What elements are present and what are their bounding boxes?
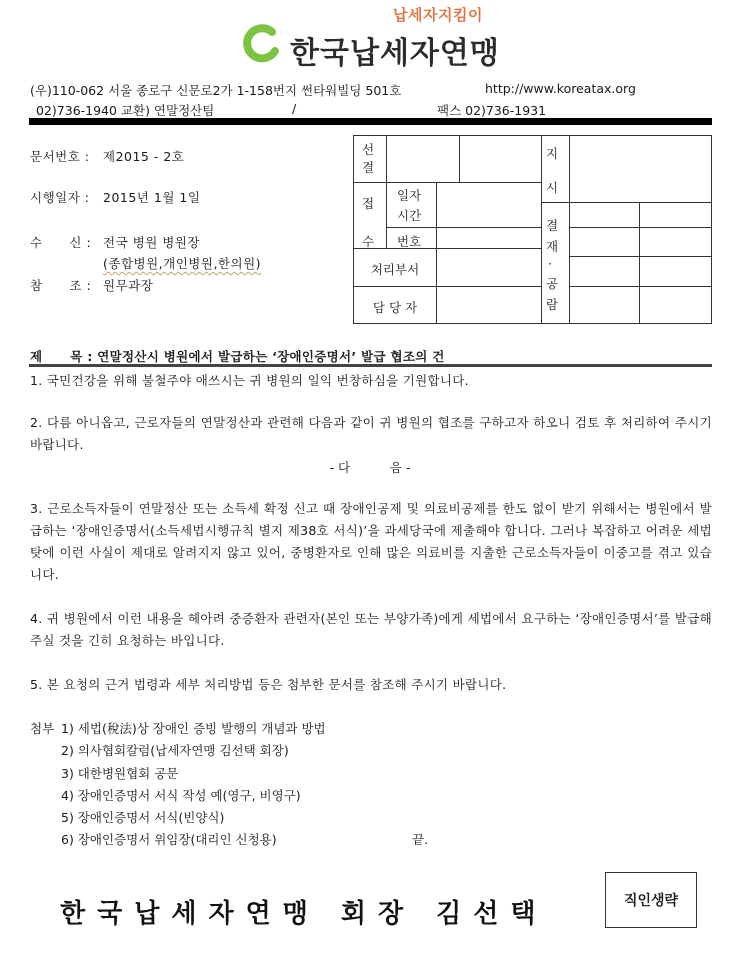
subject-line — [30, 347, 445, 365]
number-label: 번호 — [397, 234, 422, 249]
phone: 02)736-1940 교환) 연말정산팀 — [36, 103, 215, 118]
approval-label-4: 공 — [546, 276, 559, 291]
paragraph-3: 3. 근로소득자들이 연말정산 또는 소득세 확정 신고 때 장애인공제 및 의료비공제를 한도 없이 받기 위해서는 병원에서 발급하는 ‘장애인증명서(소득세법시행규칙 별지 제38호 서식)’을 과세당국에 제출해야 합니다. 그러나 복잡하고 어려운 세법 탓에 이런 사실이 제대로 알려지지 않고 있어, 중병환자로 인해 많은 의료비를 지출한 근로소득자들이 이중고를 겪고 있습니다. — [30, 501, 712, 582]
manager-label: 담 당 자 — [372, 300, 418, 315]
attachment-item: 4) 장애인증명서 서식 작성 예(영구, 비영구) — [61, 788, 301, 803]
approval-label-5: 람 — [546, 297, 559, 312]
paragraph-2: 2. 다름 아니옵고, 근로자들의 연말정산과 관련해 다음과 같이 귀 병원의 협조를 구하고자 하오니 검토 후 처리하여 주시기 바랍니다. — [30, 415, 712, 452]
receipt-label-1: 접 — [362, 196, 375, 211]
approval-label-3: · — [548, 256, 552, 271]
paragraph-4: 4. 귀 병원에서 이런 내용을 헤아려 중증환자 관련자(본인 또는 부양가족)에게 세법에서 요구하는 ‘장애인증명서’를 발급해 주실 것을 긴히 요청하는 바입니다. — [30, 611, 712, 648]
approval-label-1: 결 — [546, 218, 559, 233]
attachment-item: 3) 대한병원협회 공문 — [61, 766, 179, 781]
recipient-label: 수 신 : — [30, 235, 92, 250]
logo-org-name: 한국납세자연맹 — [290, 36, 500, 71]
date-label: 시행일자 : — [30, 190, 90, 205]
logo-slogan: 납세자지킴이 — [393, 6, 483, 24]
date-time-label-2: 시간 — [397, 208, 422, 223]
address: (우)110-062 서울 종로구 신문로2가 1-158번지 썬타워빌딩 501호 — [30, 83, 402, 98]
attachment-item: 1) 세법(稅法)상 장애인 증빙 발행의 개념과 방법 — [61, 721, 326, 736]
paragraph-5: 5. 본 요청의 근거 법령과 세부 처리방법 등은 첨부한 문서를 참조해 주시기 바랍니다. — [30, 677, 507, 692]
website-link[interactable]: http://www.koreatax.org — [485, 81, 636, 96]
recipient-detail: (종합병원,개인병원,한의원) — [103, 256, 262, 271]
instruction-label-1: 지 — [546, 146, 559, 161]
signature: 한국납세자연맹 회장 김선택 — [60, 899, 548, 929]
paragraph-1: 1. 국민건강을 위해 불철주야 애쓰시는 귀 병원의 일익 번창하심을 기원합니다. — [30, 373, 469, 388]
reference-label: 참 조 : — [30, 278, 92, 293]
logo-icon — [242, 24, 282, 64]
doc-number-label: 문서번호 : — [30, 149, 90, 164]
date-value: 2015년 1월 1일 — [103, 190, 201, 205]
dept-label: 처리부서 — [370, 262, 420, 277]
attachments-label: 첨부 — [30, 721, 55, 736]
recipient-value: 전국 병원 병원장 — [103, 235, 200, 250]
attachment-item: 2) 의사협회칼럼(납세자연맹 김선택 회장) — [61, 743, 289, 758]
separator: / — [292, 101, 297, 116]
attachment-item: 5) 장애인증명서 서식(빈양식) — [61, 810, 225, 825]
subject-divider — [29, 364, 712, 367]
doc-number: 제2015 - 2호 — [103, 149, 185, 164]
approval-table — [353, 135, 712, 324]
receipt-label-2: 수 — [362, 234, 375, 249]
date-time-label-1: 일자 — [397, 188, 422, 203]
header-divider — [29, 118, 712, 125]
fax: 팩스 02)736-1931 — [437, 103, 547, 118]
instruction-label-2: 시 — [546, 180, 559, 195]
section-heading: - 다 음 - — [329, 460, 411, 475]
approval-label-2: 재 — [546, 239, 559, 254]
reference-value: 원무과장 — [103, 278, 154, 293]
preapproval-label-1: 선 결 — [362, 142, 375, 175]
stamp-text: 직인생략 — [623, 893, 679, 909]
attachment-item: 6) 장애인증명서 위임장(대리인 신청용) — [61, 832, 277, 847]
end-mark: 끝. — [412, 832, 429, 847]
subject-text: 연말정산시 병원에서 발급하는 ‘장애인증명서’ 발급 협조의 건 — [97, 349, 445, 364]
stamp-box — [605, 872, 697, 928]
subject-label: 제 목 : — [30, 349, 93, 364]
